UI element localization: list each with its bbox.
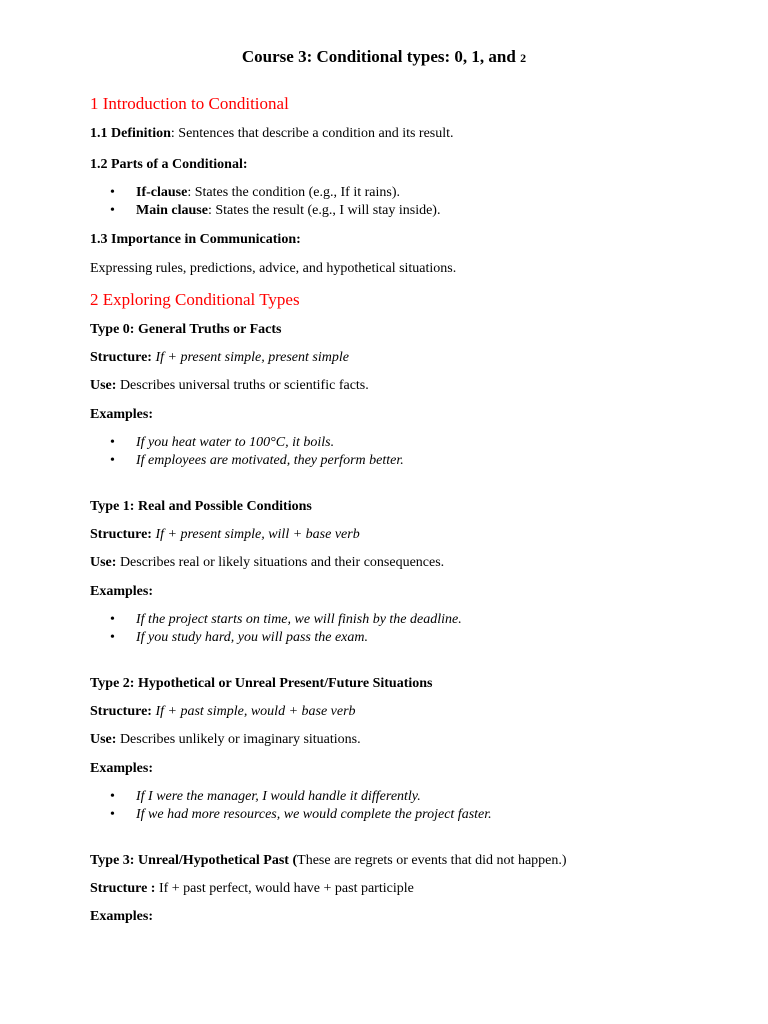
list-item: If you heat water to 100°C, it boils. — [136, 435, 335, 450]
list-item: If you study hard, you will pass the exam. — [136, 630, 369, 645]
title-main: Course 3: Conditional types: 0, 1, and — [241, 47, 516, 66]
structure-label: Structure : — [90, 881, 156, 896]
type2-examples-label: Examples: — [90, 761, 153, 776]
structure-label: Structure: — [90, 704, 152, 719]
bullet-icon: • — [110, 435, 115, 450]
list-item — [136, 185, 400, 201]
use-label: Use: — [90, 732, 117, 747]
use-text: Describes universal truths or scientific facts. — [116, 378, 369, 393]
list-item: If I were the manager, I would handle it differently. — [136, 789, 421, 804]
bullet-icon: • — [110, 630, 115, 645]
bullet-icon: • — [110, 453, 115, 468]
type3-examples-label: Examples: — [90, 909, 153, 924]
type0-heading: Type 0: General Truths or Facts — [90, 322, 282, 337]
type0-structure — [90, 350, 349, 366]
type2-heading: Type 2: Hypothetical or Unreal Present/Future Situations — [90, 676, 433, 691]
type1-heading: Type 1: Real and Possible Conditions — [90, 499, 312, 514]
list-item-label: Main clause — [136, 203, 208, 218]
bullet-icon: • — [110, 807, 115, 822]
list-item — [136, 203, 440, 219]
bullet-icon: • — [110, 789, 115, 804]
use-label: Use: — [90, 555, 117, 570]
title-suffix: 2 — [520, 51, 527, 65]
use-text: Describes unlikely or imaginary situations. — [116, 732, 361, 747]
use-text: Describes real or likely situations and their consequences. — [116, 555, 445, 570]
parts-heading: 1.2 Parts of a Conditional: — [90, 157, 248, 172]
type2-use — [90, 732, 361, 748]
list-item-text: : States the result (e.g., I will stay inside). — [207, 203, 441, 218]
bullet-icon: • — [110, 185, 115, 200]
structure-text: If + past perfect, would have + past participle — [155, 881, 414, 896]
bullet-icon: • — [110, 203, 115, 218]
structure-label: Structure: — [90, 527, 152, 542]
definition-paragraph — [90, 126, 454, 142]
structure-text: If + present simple, will + base verb — [151, 527, 360, 542]
use-label: Use: — [90, 378, 117, 393]
list-item-text: : States the condition (e.g., If it rains). — [187, 185, 401, 200]
list-item-label: If-clause — [136, 185, 188, 200]
structure-text: If + present simple, present simple — [151, 350, 349, 365]
structure-label: Structure: — [90, 350, 152, 365]
importance-heading: 1.3 Importance in Communication: — [90, 232, 301, 247]
type0-use — [90, 378, 369, 394]
type3-heading — [90, 853, 567, 869]
type1-structure — [90, 527, 360, 543]
section-1-heading: 1 Introduction to Conditional — [90, 94, 289, 113]
section-2-heading: 2 Exploring Conditional Types — [90, 290, 300, 309]
type1-use — [90, 555, 444, 571]
type3-heading-note: These are regrets or events that did not happen.) — [297, 853, 567, 868]
definition-label: 1.1 Definition — [90, 126, 171, 141]
type2-structure — [90, 704, 356, 720]
page-title — [0, 47, 768, 67]
definition-text: : Sentences that describe a condition and its result. — [170, 126, 454, 141]
list-item: If the project starts on time, we will finish by the deadline. — [136, 612, 462, 627]
bullet-icon: • — [110, 612, 115, 627]
type1-examples-label: Examples: — [90, 584, 153, 599]
type0-examples-label: Examples: — [90, 407, 153, 422]
importance-text: Expressing rules, predictions, advice, and hypothetical situations. — [90, 261, 457, 276]
type3-structure — [90, 881, 414, 897]
list-item: If we had more resources, we would complete the project faster. — [136, 807, 492, 822]
type3-heading-title: Type 3: Unreal/Hypothetical Past ( — [90, 853, 298, 868]
list-item: If employees are motivated, they perform better. — [136, 453, 404, 468]
structure-text: If + past simple, would + base verb — [151, 704, 356, 719]
